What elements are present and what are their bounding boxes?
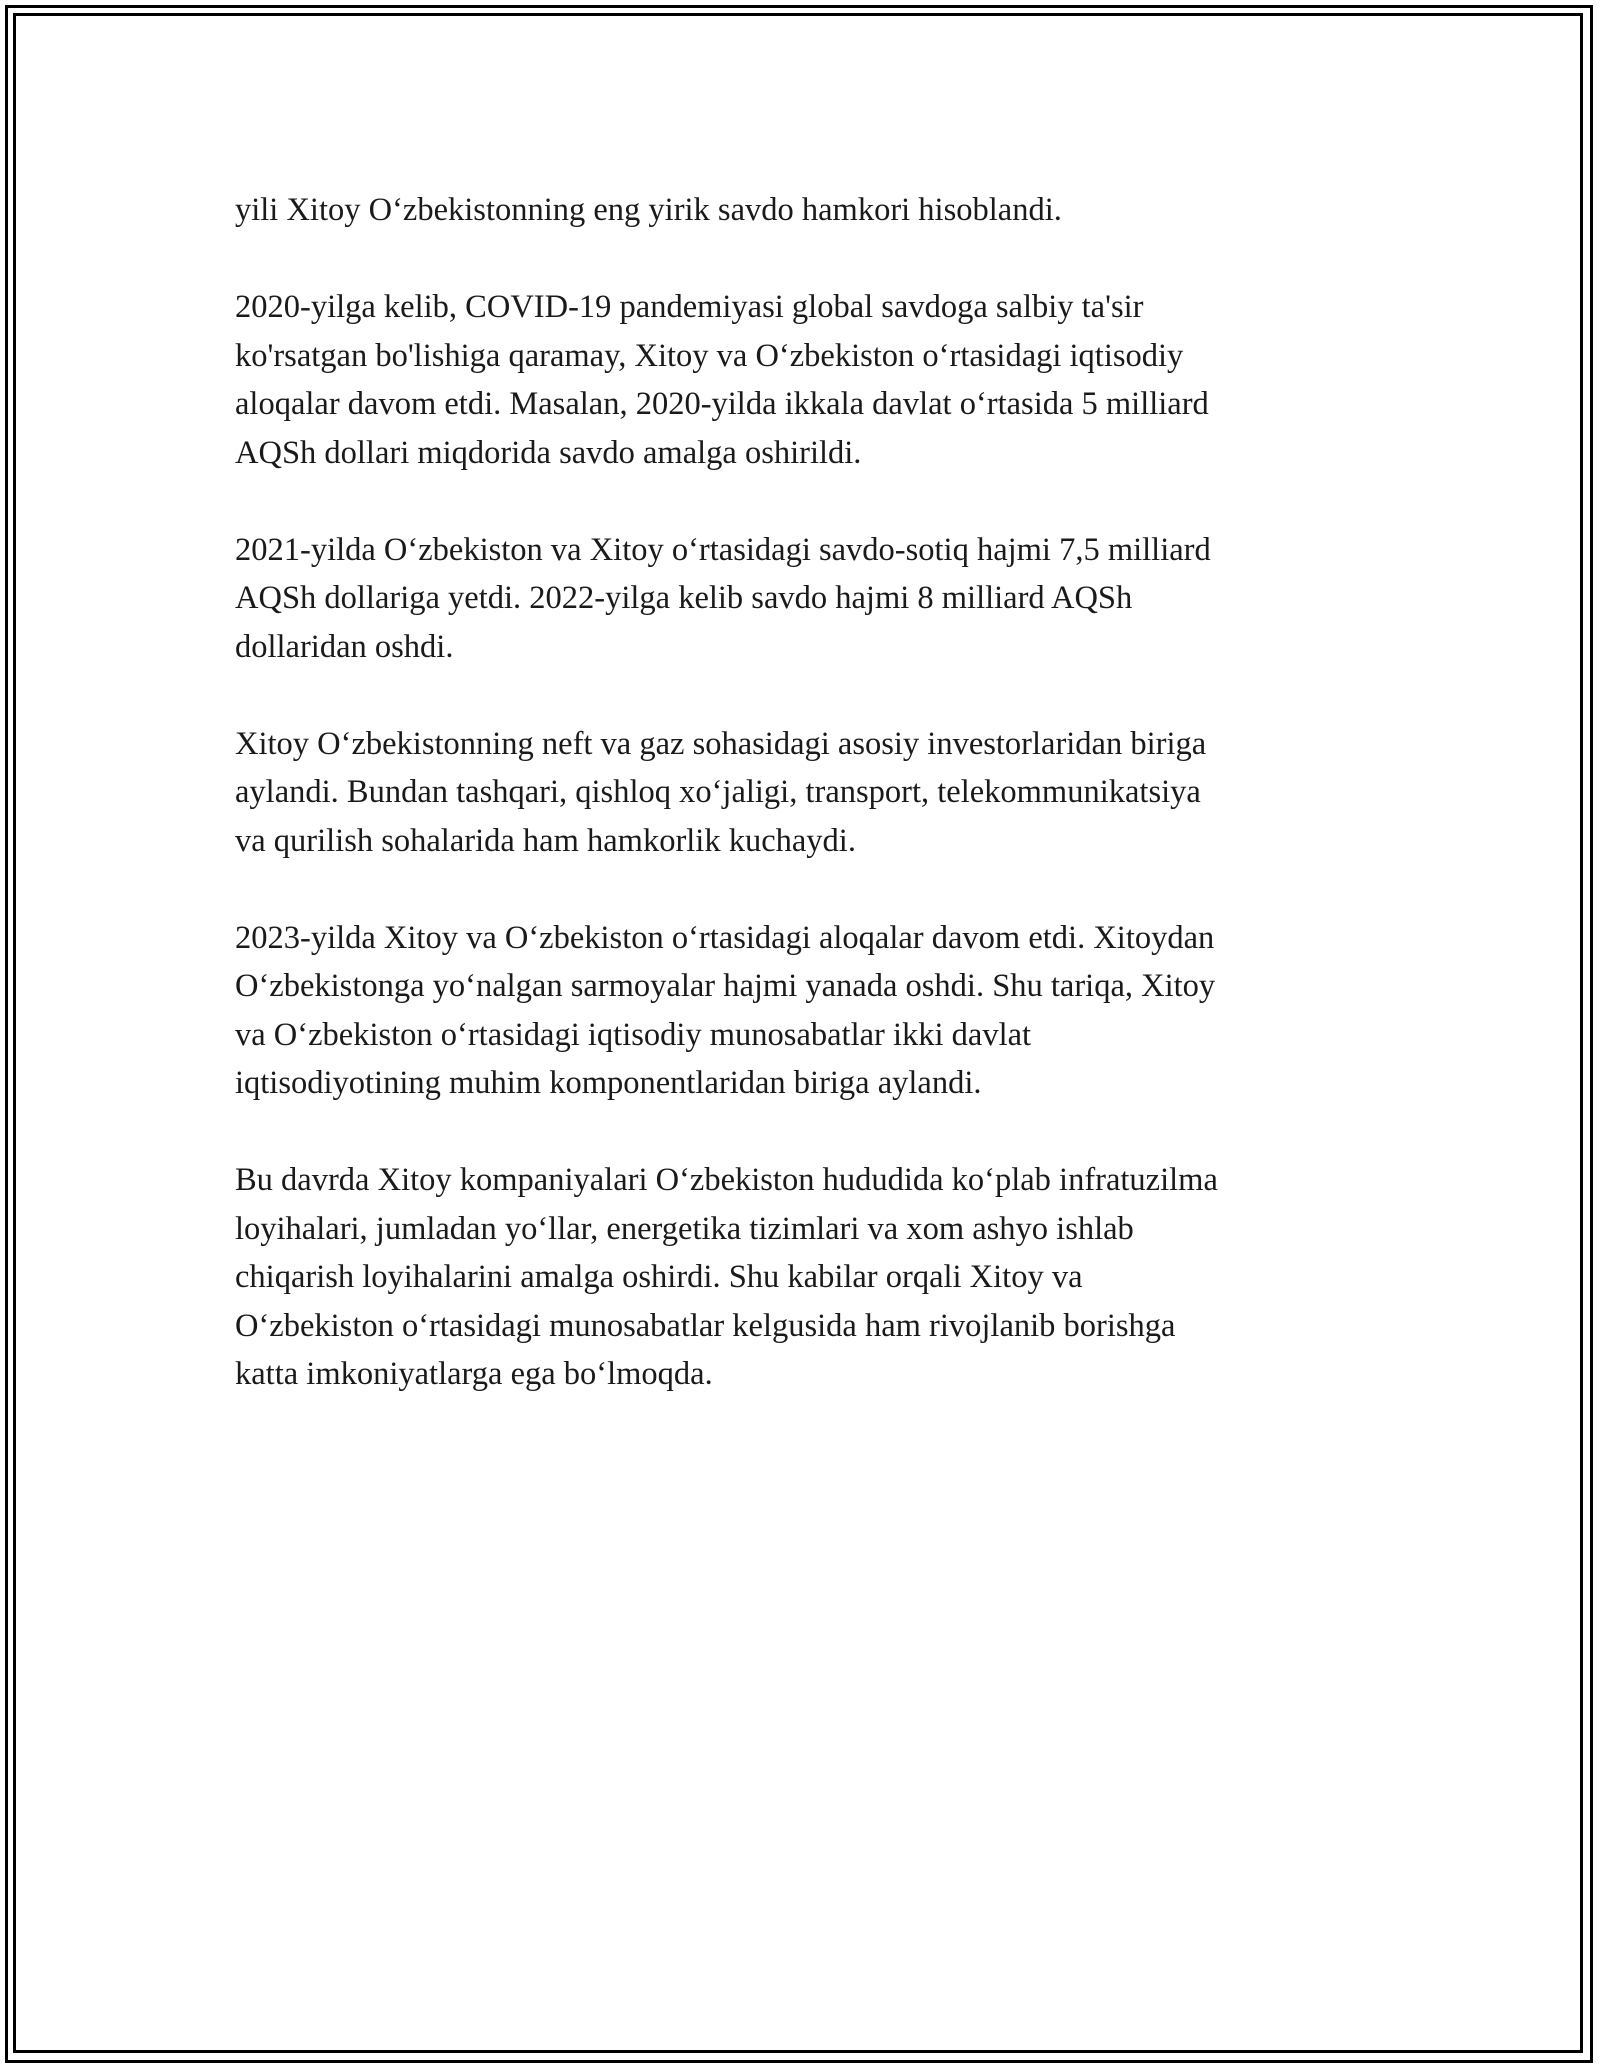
paragraph-1: yili Xitoy O‘zbekistonning eng yirik savdo hamkori hisoblandi. (235, 192, 1062, 228)
paragraph-3: 2021-yilda O‘zbekiston va Xitoy o‘rtasidagi savdo-sotiq hajmi 7,5 milliard AQSh dollariga yetdi. 2022-yilga kelib savdo hajmi 8 milliard AQSh dollaridan oshdi. (235, 531, 1211, 665)
document-body (235, 186, 1365, 1447)
paragraph-4: Xitoy O‘zbekistonning neft va gaz sohasidagi asosiy investorlaridan biriga aylandi. Bundan tashqari, qishloq xo‘jaligi, transport, telekommunikatsiya va qurilish sohalarida ham hamkorlik kuchaydi. (235, 725, 1207, 859)
paragraph-6: Bu davrda Xitoy kompaniyalari O‘zbekiston hududida ko‘plab infratuzilma loyihalari, jumladan yo‘llar, energetika tizimlari va xom ashyo ishlab chiqarish loyihalarini amalga oshirdi. Shu kabilar orqali Xitoy va O‘zbekiston o‘rtasidagi munosabatlar kelgusida ham rivojlanib borishga katta imkoniyatlarga ega bo‘lmoqda. (235, 1162, 1218, 1392)
paragraph-5: 2023-yilda Xitoy va O‘zbekiston o‘rtasidagi aloqalar davom etdi. Xitoydan O‘zbekistonga yo‘nalgan sarmoyalar hajmi yanada oshdi. Shu tariqa, Xitoy va O‘zbekiston o‘rtasidagi iqtisodiy munosabatlar ikki davlat iqtisodiyotining muhim komponentlaridan biriga aylandi. (235, 919, 1216, 1101)
paragraph-2: 2020-yilga kelib, COVID-19 pandemiyasi global savdoga salbiy ta'sir ko'rsatgan bo'lishiga qaramay, Xitoy va O‘zbekiston o‘rtasidagi iqtisodiy aloqalar davom etdi. Masalan, 2020-yilda ikkala davlat o‘rtasida 5 milliard AQSh dollari miqdorida savdo amalga oshirildi. (235, 289, 1209, 471)
